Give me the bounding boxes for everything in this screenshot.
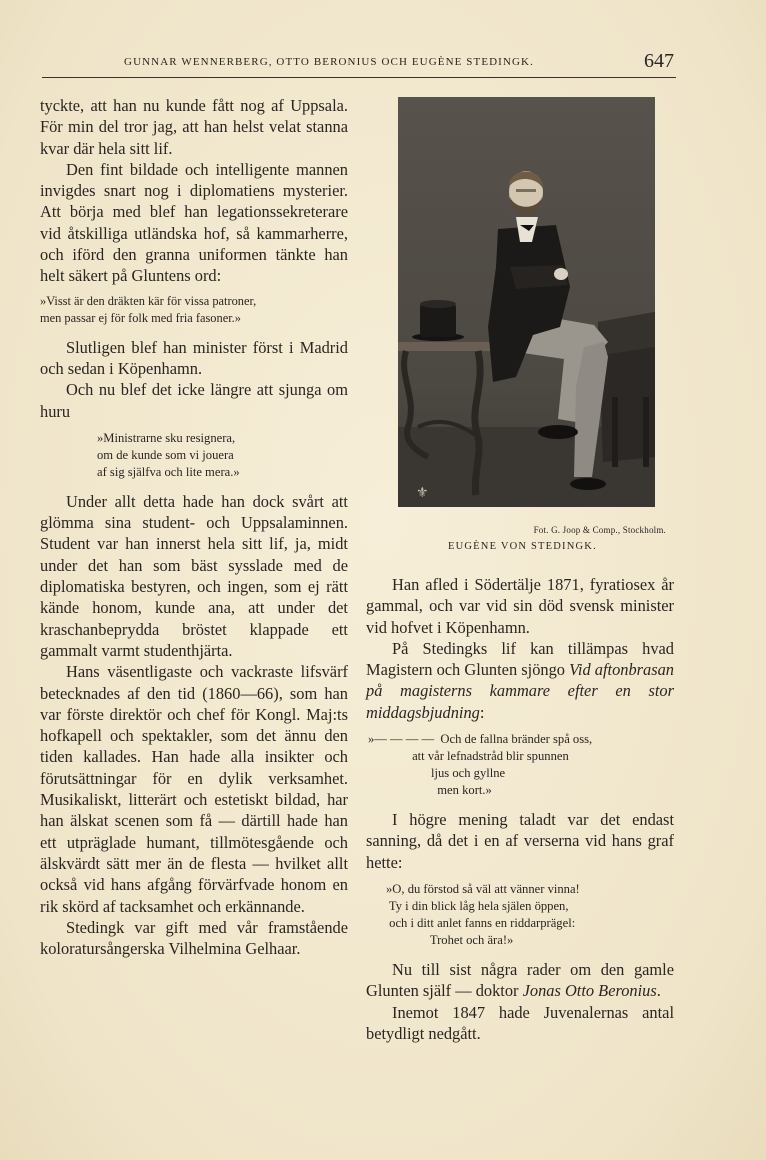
paragraph: Den fint bildade och intelligente mannen invigdes snart nog i diplomatiens mysterier. Att börja med blef han legationssekreterare vid åtskilliga utländska hof, så kammarherre, och iförd den granna uniformen tänkte han helt säkert på Gluntens ord: — [40, 159, 348, 286]
verse-quote — [386, 881, 674, 949]
verse-line: »Ministrarne sku resignera, — [97, 430, 236, 445]
verse-quote — [40, 293, 348, 327]
verse-line: och i ditt anlet fanns en riddarprägel: — [386, 915, 576, 930]
verse-line: men kort.» — [368, 783, 492, 798]
verse-line: Trohet och ära!» — [386, 932, 514, 947]
photo-credit: Fot. G. Joop & Comp., Stockholm. — [533, 525, 666, 535]
song-title: Vid aftonbrasan på magisterns kammare efter en stor middagsbjudning — [366, 660, 674, 722]
verse-line: om de kunde som vi jouera — [97, 447, 234, 462]
portrait-photo — [398, 97, 655, 507]
right-column — [366, 97, 674, 1044]
paragraph-text: : — [479, 702, 485, 722]
verse-line: »O, du förstod så väl att vänner vinna! — [386, 881, 580, 896]
paragraph: Inemot 1847 hade Juvenalernas antal betydligt nedgått. — [366, 1002, 674, 1043]
svg-text:⚜: ⚜ — [416, 485, 429, 501]
header-rule — [42, 77, 676, 78]
paragraph-text: Nu till sist några rader om den gamle Glunten själf — doktor — [366, 959, 674, 1001]
paragraph: Han afled i Södertälje 1871, fyratiosex år gammal, och var vid sin död svensk minister vid hofvet i Köpenhamn. — [366, 575, 674, 637]
portrait-illustration — [398, 97, 655, 507]
paragraph: Och nu blef det icke längre att sjunga om huru — [40, 380, 348, 421]
page-number: 647 — [644, 50, 674, 72]
left-column — [40, 95, 348, 959]
person-name: Jonas Otto Beronius — [522, 981, 657, 1001]
verse-line: »— — — — Och de fallna bränder spå oss, — [368, 732, 593, 747]
paragraph — [366, 638, 674, 723]
paragraph: Slutligen blef han minister först i Madrid och sedan i Köpenhamn. — [40, 337, 348, 378]
verse-quote — [97, 430, 348, 481]
verse-line: ljus och gyllne — [368, 766, 506, 781]
paragraph: Stedingk var gift med vår framstående koloratursångerska Vilhelmina Gelhaar. — [40, 917, 348, 959]
verse-quote — [368, 731, 674, 799]
paragraph: Under allt detta hade han dock svårt att glömma sina student- och Uppsalaminnen. Student var han innerst hela sitt lif, ja, midt under det han som bäst sysslade med de diplomatiska bestyren, och ingen, som ej rätt kände honom, kunde ana, att under det kraschanbeprydda bröstet klappade ett gammalt varmt studenthjärta. — [40, 491, 348, 660]
verse-line: Ty i din blick låg hela själen öppen, — [386, 898, 569, 913]
verse-line: af sig själfva och lite mera.» — [97, 464, 240, 479]
running-head: GUNNAR WENNERBERG, OTTO BERONIUS OCH EUGÈNE STEDINGK. — [124, 56, 534, 68]
paragraph — [366, 959, 674, 1002]
page-header — [42, 50, 676, 76]
verse-line: men passar ej för folk med fria fasoner.» — [40, 310, 241, 325]
paragraph: tyckte, att han nu kunde fått nog af Uppsala. För min del tror jag, att han helst velat stanna kvar där hela sitt lif. — [40, 96, 348, 158]
photo-caption: EUGÈNE VON STEDINGK. — [448, 541, 597, 552]
paragraph: Hans väsentligaste och vackraste lifsvärf betecknades af den tid (1860—66), som han var förste direktör och chef för Kongl. Maj:ts hofkapell och spektakler, som det ännu den tiden kallades. Han hade alla insikter och förutsättningar för en dylik verksamhet. Musikaliskt, litterärt och estetiskt bildad, har han älskat scenen som få — därtill hade han ett utpräglade humant, tillmötesgående och älskvärdt sätt mer än de flesta — hvilket allt också vid hans afgång förvärfvade honom en rik skörd af tacksamhet och erkännande. — [40, 662, 348, 916]
paragraph: I högre mening taladt var det endast sanning, då det i en af verserna vid hans graf hette: — [366, 810, 674, 872]
paragraph-text: . — [656, 981, 661, 1001]
paragraph-text: På Stedingks lif kan tillämpas hvad Magistern och Glunten sjöngo — [366, 638, 674, 680]
verse-line: »Visst är den dräkten kär för vissa patroner, — [40, 293, 257, 308]
verse-line: att vår lefnadstråd blir spunnen — [368, 749, 569, 764]
